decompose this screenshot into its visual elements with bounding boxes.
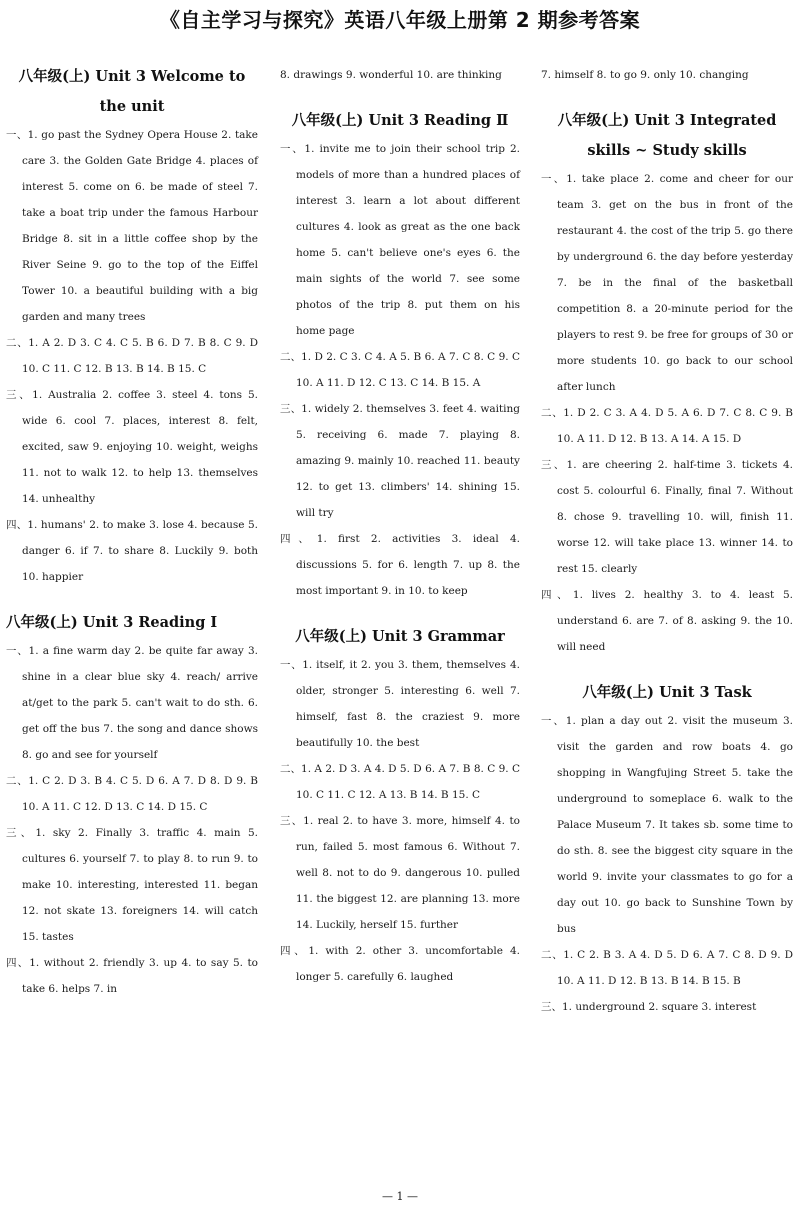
answer-group: 8. drawings 9. wonderful 10. are thinking — [280, 69, 502, 81]
section-continuation — [280, 62, 520, 88]
page-title: 《自主学习与探究》英语八年级上册第 2 期参考答案 — [159, 8, 641, 32]
answer-group: 一、1. itself, it 2. you 3. them, themselves 4. older, stronger 5. interesting 6. well 7. himself, fast 8. the craziest 9. more beautifully 10. the best — [280, 659, 520, 749]
answer-group: 四、1. first 2. activities 3. ideal 4. discussions 5. for 6. length 7. up 8. the most important 9. in 10. to keep — [280, 533, 520, 597]
answer-group: 一、1. invite me to join their school trip 2. models of more than a hundred places of interest 3. learn a lot about different cultures 4. look as great as the one back home 5. can't believe one's eyes 6. the main sights of the world 7. see some photos of the trip 8. put them on his home page — [280, 143, 520, 337]
answer-group: 二、1. C 2. B 3. A 4. D 5. D 6. A 7. C 8. D 9. D 10. A 11. D 12. B 13. B 14. B 15. B — [541, 949, 793, 987]
answer-group: 三、1. real 2. to have 3. more, himself 4. to run, failed 5. most famous 6. Without 7. well 8. not to do 9. dangerous 10. pulled 11. the biggest 12. are planning 13. more 14. Luckily, herself 15. further — [280, 815, 520, 931]
answer-group: 7. himself 8. to go 9. only 10. changing — [541, 69, 749, 81]
section-reading-2 — [280, 106, 520, 604]
answer-group: 三、1. Australia 2. coffee 3. steel 4. tons 5. wide 6. cool 7. places, interest 8. felt, excited, saw 9. enjoying 10. weight, weighs 11. not to walk 12. to help 13. themselves 14. unhealthy — [6, 389, 258, 505]
section-heading: 八年级(上) Unit 3 Task — [582, 684, 752, 701]
section-reading-1 — [6, 608, 258, 1002]
answer-group: 一、1. a fine warm day 2. be quite far away 3. shine in a clear blue sky 4. reach/ arrive at/get to the park 5. can't wait to do sth. 6. get off the bus 7. the song and dance shows 8. go and see for yourself — [6, 645, 258, 761]
page-number: — 1 — — [382, 1190, 418, 1203]
section-welcome — [6, 62, 258, 590]
column-3 — [541, 62, 793, 1038]
answer-group: 二、1. A 2. D 3. C 4. C 5. B 6. D 7. B 8. C 9. D 10. C 11. C 12. B 13. B 14. B 15. C — [6, 337, 258, 375]
answer-group: 四、1. with 2. other 3. uncomfortable 4. longer 5. carefully 6. laughed — [280, 945, 520, 983]
answer-group: 一、1. plan a day out 2. visit the museum 3. visit the garden and row boats 4. go shopping in Wangfujing Street 5. take the underground to someplace 6. walk to the Palace Museum 7. It takes sb. some time to do sth. 8. see the biggest city square in the world 9. invite your classmates to go for a day out 10. go back to Sunshine Town by bus — [541, 715, 793, 935]
section-heading: 八年级(上) Unit 3 Reading Ⅰ — [6, 614, 218, 631]
section-continuation — [541, 62, 793, 88]
answer-group: 二、1. A 2. D 3. A 4. D 5. D 6. A 7. B 8. C 9. C 10. C 11. C 12. A 13. B 14. B 15. C — [280, 763, 520, 801]
answer-group: 四、1. lives 2. healthy 3. to 4. least 5. understand 6. are 7. of 8. asking 9. the 10. will need — [541, 589, 793, 653]
section-task — [541, 678, 793, 1020]
answer-group: 二、1. C 2. D 3. B 4. C 5. D 6. A 7. D 8. D 9. B 10. A 11. C 12. D 13. C 14. D 15. C — [6, 775, 258, 813]
column-2 — [280, 62, 520, 1008]
answer-group: 三、1. are cheering 2. half-time 3. tickets 4. cost 5. colourful 6. Finally, final 7. Without 8. chose 9. travelling 10. will, finish 11. worse 12. will take place 13. winner 14. to rest 15. clearly — [541, 459, 793, 575]
answer-group: 四、1. without 2. friendly 3. up 4. to say 5. to take 6. helps 7. in — [6, 957, 258, 995]
answer-group: 二、1. D 2. C 3. A 4. D 5. A 6. D 7. C 8. C 9. B 10. A 11. D 12. B 13. A 14. A 15. D — [541, 407, 793, 445]
answer-group: 四、1. humans' 2. to make 3. lose 4. because 5. danger 6. if 7. to share 8. Luckily 9. both 10. happier — [6, 519, 258, 583]
section-heading: 八年级(上) Unit 3 Integrated skills ~ Study skills — [557, 112, 777, 159]
section-heading: 八年级(上) Unit 3 Welcome to the unit — [18, 68, 246, 115]
answer-group: 三、1. underground 2. square 3. interest — [541, 1001, 757, 1013]
section-heading: 八年级(上) Unit 3 Reading Ⅱ — [291, 112, 509, 129]
answer-group: 三、1. sky 2. Finally 3. traffic 4. main 5. cultures 6. yourself 7. to play 8. to run 9. to make 10. interesting, interested 11. began 12. not skate 13. foreigners 14. will catch 15. tastes — [6, 827, 258, 943]
answer-group: 三、1. widely 2. themselves 3. feet 4. waiting 5. receiving 6. made 7. playing 8. amazing 9. mainly 10. reached 11. beauty 12. to get 13. climbers' 14. shining 15. will try — [280, 403, 520, 519]
answer-group: 一、1. go past the Sydney Opera House 2. take care 3. the Golden Gate Bridge 4. places of interest 5. come on 6. be made of steel 7. take a boat trip under the famous Harbour Bridge 8. sit in a little coffee shop by the River Seine 9. go to the top of the Eiffel Tower 10. a beautiful building with a big garden and many trees — [6, 129, 258, 323]
answer-group: 二、1. D 2. C 3. C 4. A 5. B 6. A 7. C 8. C 9. C 10. A 11. D 12. C 13. C 14. B 15. A — [280, 351, 520, 389]
column-1 — [6, 62, 258, 1020]
answer-group: 一、1. take place 2. come and cheer for our team 3. get on the bus in front of the restaurant 4. the cost of the trip 5. go there by underground 6. the day before yesterday 7. be in the final of the basketball competition 8. a 20-minute period for the players to rest 9. be free for groups of 30 or more students 10. go back to our school after lunch — [541, 173, 793, 393]
section-heading: 八年级(上) Unit 3 Grammar — [295, 628, 505, 645]
section-grammar — [280, 622, 520, 990]
section-integrated-skills — [541, 106, 793, 660]
